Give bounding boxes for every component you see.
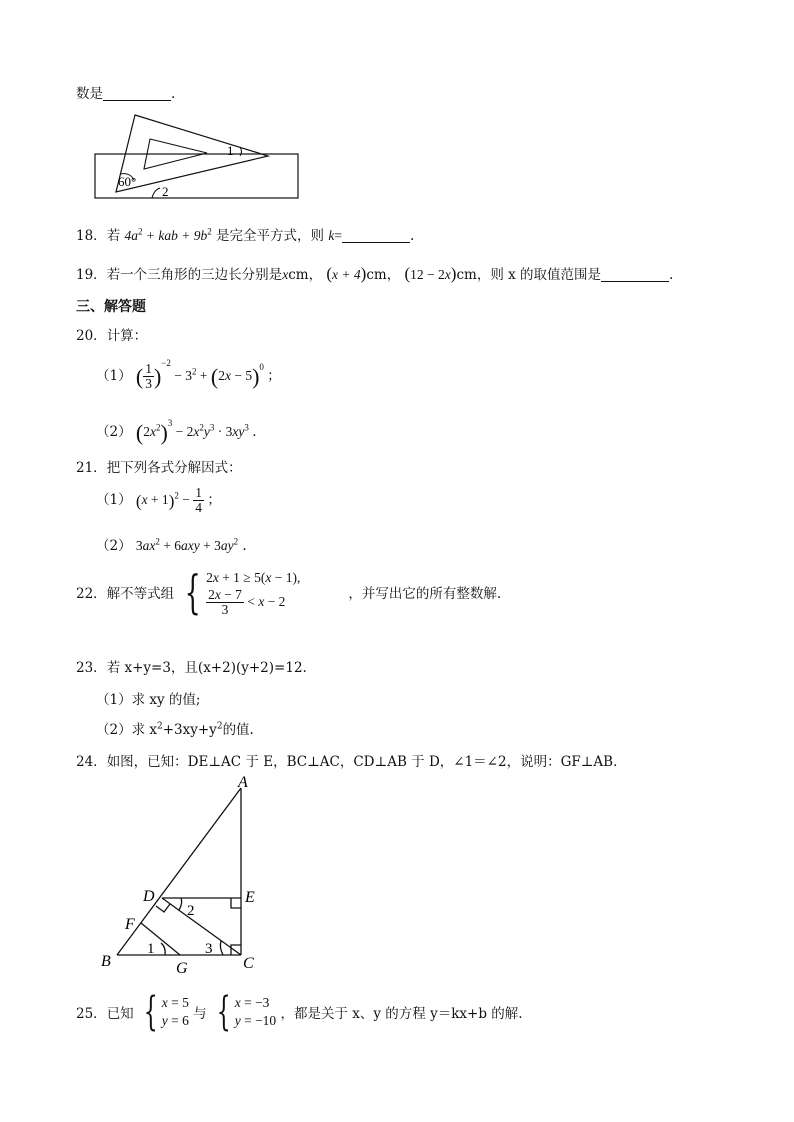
- answer-blank[interactable]: [103, 86, 171, 101]
- right-angle-E: [231, 898, 241, 908]
- label-angle-3: 3: [205, 941, 213, 957]
- label-C: C: [243, 955, 254, 972]
- q21-p2-end: .: [242, 538, 247, 554]
- section-heading: 三、解答题: [76, 299, 146, 315]
- q18-pre: 若: [106, 228, 121, 244]
- question-22: [76, 565, 502, 620]
- q18-var: k: [328, 228, 335, 243]
- q19-unit3: cm: [456, 267, 477, 283]
- angle3-arc: [220, 941, 223, 955]
- question-21: [76, 456, 242, 476]
- q19-side1: x: [282, 267, 289, 282]
- q19-pre: 若一个三角形的三边长分别是: [106, 267, 283, 283]
- q22-number: 22．: [76, 586, 107, 603]
- label-E: E: [245, 889, 255, 906]
- angle2-arc: [152, 188, 160, 198]
- q25-with: 与: [193, 1006, 207, 1022]
- q18-expression: $4a^2$ + kab + $9b^2$: [124, 226, 212, 243]
- segment-AB: [117, 788, 241, 955]
- q18-post: 是完全平方式，则: [216, 228, 325, 244]
- answer-blank[interactable]: [601, 267, 669, 282]
- q25-tail: ，都是关于 x、y 的方程 y＝kx+b 的解.: [280, 1006, 523, 1022]
- q25-number: 25．: [76, 1006, 107, 1022]
- label-D: D: [143, 888, 155, 905]
- q23-text: 若 x+y=3，且(x+2)(y+2)=12.: [106, 660, 307, 676]
- q22-tail: ，并写出它的所有整数解.: [348, 586, 502, 603]
- q20-p1-label: （1）: [96, 368, 132, 384]
- label-angle-1: 1: [147, 941, 155, 957]
- q23-p2-mid: +3xy+y: [162, 722, 217, 738]
- q20-p2-label: （2）: [96, 424, 132, 440]
- right-angle-D: [156, 904, 170, 912]
- angle1-arc: [161, 943, 165, 955]
- q21-p2-expression: $3ax^2 + 6axy + 3ay^2$: [135, 536, 239, 553]
- label-A: A: [238, 775, 248, 791]
- segment-DC: [162, 898, 241, 955]
- system-brace: {: [185, 565, 202, 620]
- q19-unit1: cm: [288, 267, 309, 283]
- q23-number: 23．: [76, 660, 107, 676]
- q20-p1-expression: ( $\frac{1}{3}$ )$^{-2} - 3^2 + (2x - 5)^0$: [135, 358, 264, 392]
- q21-p1-end: ；: [207, 491, 221, 508]
- label-G: G: [176, 960, 188, 977]
- q19-sep2: ，: [386, 267, 401, 283]
- q21-p1-label: （1）: [96, 491, 132, 508]
- q22-system: 2x + 1 ≥ 5(x − 1), $\frac{2x - 7}{3}$ < x − 2: [206, 570, 301, 617]
- q24-text: 如图，已知：DE⊥AC 于 E，BC⊥AC，CD⊥AB 于 D，∠1＝∠2，说明：GF⊥AB.: [106, 754, 618, 770]
- q21-p2-label: （2）: [96, 538, 132, 554]
- q19-side2: (x + 4): [326, 264, 367, 283]
- q22-text: 解不等式组: [106, 586, 175, 603]
- q21-part1: [96, 486, 221, 515]
- q17-figure: [90, 110, 310, 202]
- q23-part2: （2）求 $x^2+3xy+y^2$的值.: [96, 721, 254, 738]
- q25-pre: 已知: [106, 1006, 134, 1022]
- q18-number: 18．: [76, 228, 107, 244]
- label-angle-2: 2: [187, 903, 195, 919]
- q25-system1: x = 5 y = 6: [161, 994, 189, 1028]
- question-24: [76, 750, 617, 770]
- q21-part2: [96, 534, 247, 554]
- label-60: 60°: [118, 174, 137, 189]
- q25-system2: x = −3 y = −10: [234, 994, 277, 1028]
- question-19: [76, 263, 673, 284]
- label-1: 1: [227, 143, 234, 158]
- q20-text: 计算：: [106, 328, 148, 344]
- q24-number: 24．: [76, 754, 107, 770]
- q23-part1: （1）求 xy 的值;: [96, 692, 201, 708]
- q18-eq: =: [334, 228, 342, 243]
- q17-end: .: [171, 86, 176, 102]
- q23-p2-pre: （2）求 x: [96, 722, 157, 738]
- question-20: [76, 324, 147, 344]
- system-brace-1: {: [143, 989, 158, 1035]
- question-23: [76, 656, 307, 676]
- q19-number: 19．: [76, 267, 107, 283]
- q17-tail: [76, 82, 175, 102]
- question-25: [76, 989, 523, 1035]
- q17-tail-text: 数是: [76, 86, 103, 102]
- q19-side3: (12 − 2x): [404, 264, 457, 283]
- q20-part1: [96, 358, 281, 392]
- q21-p1-expression: $(x + 1)^2$ − $\frac{1}{4}$: [135, 485, 202, 516]
- q19-unit2: cm: [366, 267, 387, 283]
- system-brace-2: {: [216, 989, 231, 1035]
- q20-number: 20．: [76, 328, 107, 344]
- answer-blank[interactable]: [342, 228, 410, 243]
- q19-mid: ，则 x 的取值范围是: [476, 267, 602, 283]
- angle2-arc: [179, 898, 182, 910]
- q19-end: .: [669, 267, 674, 283]
- q20-part2: [96, 418, 257, 444]
- q23-p2-end: 的值.: [222, 722, 254, 738]
- label-F: F: [125, 916, 135, 933]
- q20-p2-end: .: [252, 424, 257, 440]
- q20-p1-end: ；: [267, 368, 281, 384]
- label-B: B: [101, 953, 111, 970]
- question-18: [76, 224, 414, 244]
- q20-p2-expression: $(2x^2)^3 - 2x^2y^3 \cdot 3xy^3$: [135, 418, 249, 445]
- q18-end: .: [409, 228, 415, 244]
- q24-figure: [95, 775, 275, 980]
- q19-sep1: ，: [308, 267, 323, 283]
- q21-text: 把下列各式分解因式：: [106, 460, 242, 476]
- label-2: 2: [162, 184, 169, 199]
- q21-number: 21．: [76, 460, 107, 476]
